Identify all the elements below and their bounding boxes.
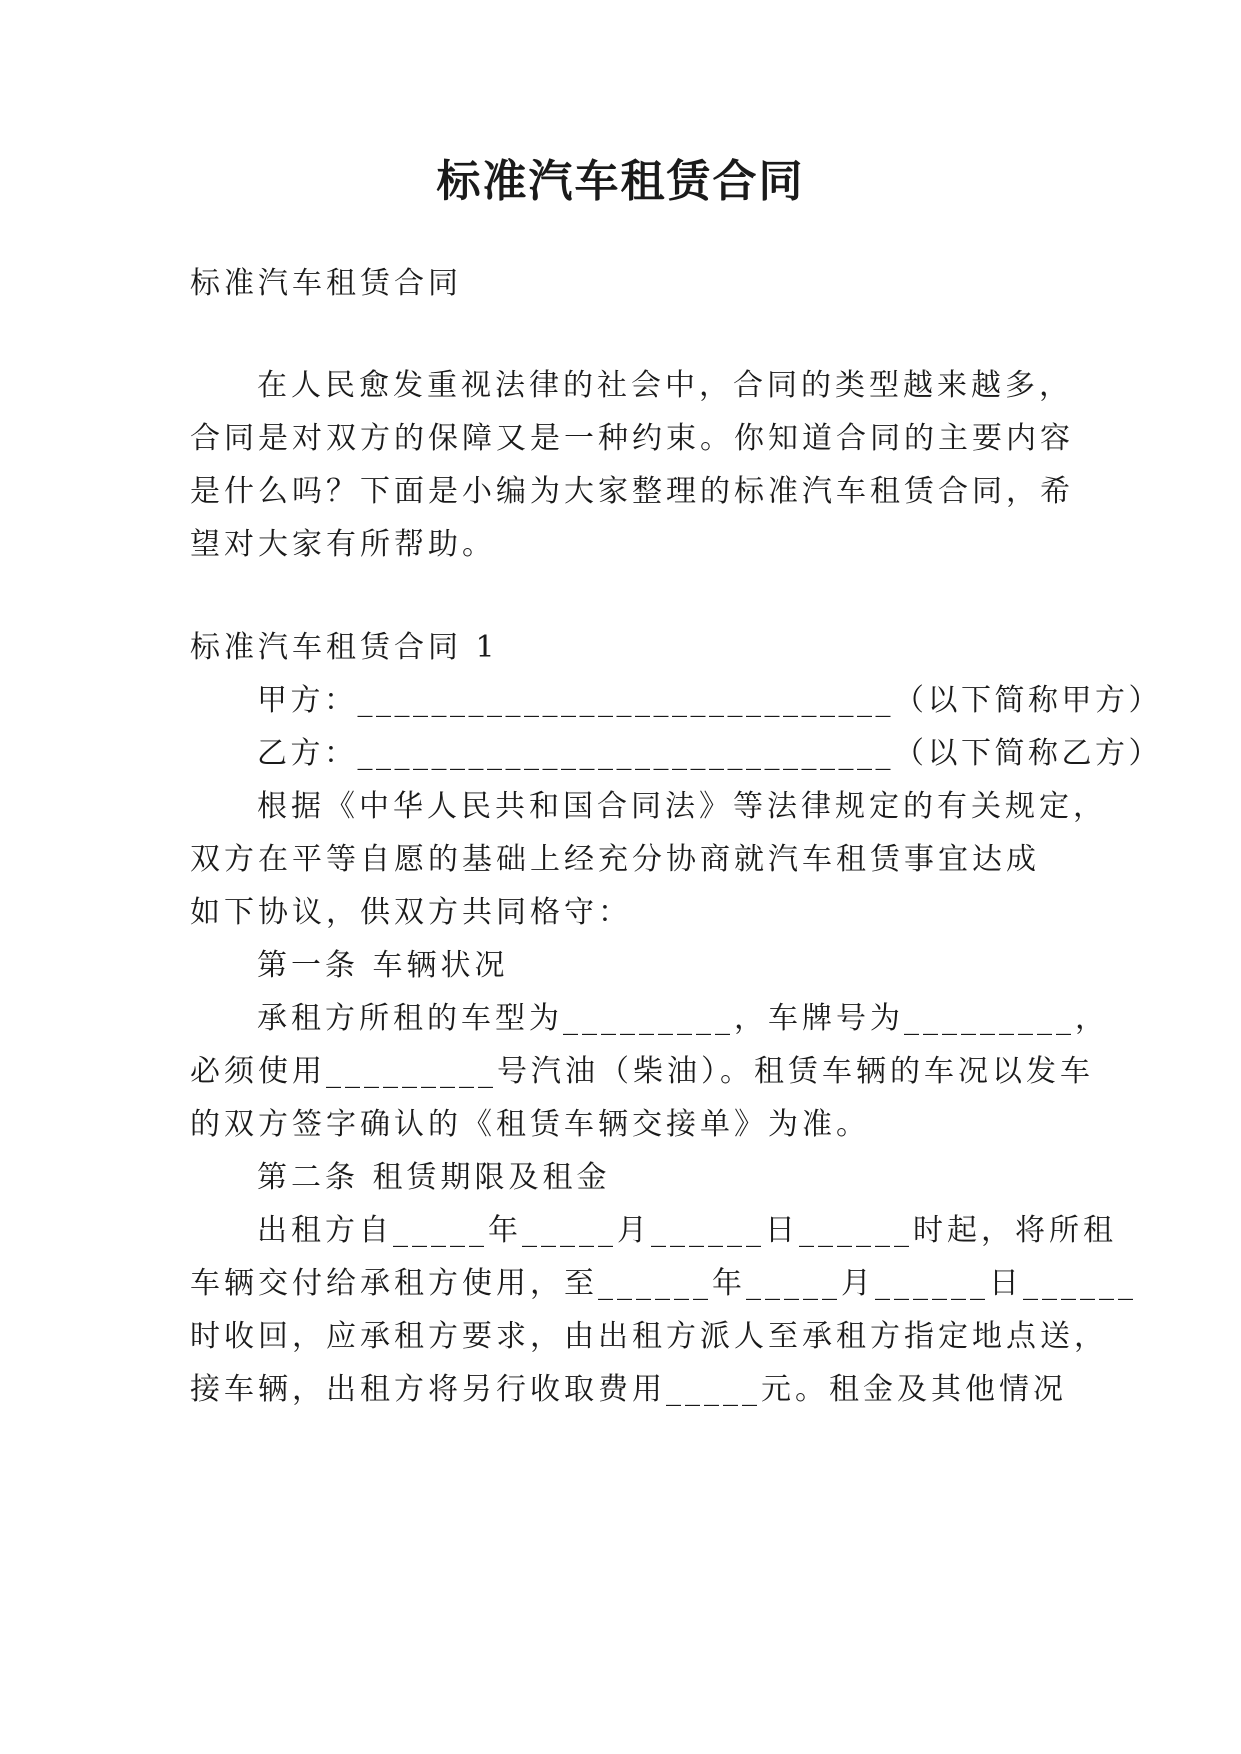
article-2-line-2: 车辆交付给承租方使用，至______年_____月______日______ (190, 1266, 1137, 1301)
article-1-line-3: 的双方签字确认的《租赁车辆交接单》为准。 (190, 1107, 870, 1142)
preamble-line-3: 如下协议，供双方共同格守： (190, 895, 632, 930)
intro-line-3: 是什么吗？下面是小编为大家整理的标准汽车租赁合同，希 (190, 474, 1074, 509)
document-title: 标准汽车租赁合同 (436, 156, 805, 207)
party-b-line: 乙方：_____________________________（以下简称乙方） (257, 736, 1162, 771)
article-2-line-3: 时收回，应承租方要求，由出租方派人至承租方指定地点送， (190, 1319, 1108, 1354)
party-a-line: 甲方：_____________________________（以下简称甲方） (257, 683, 1162, 718)
article-1-line-2: 必须使用_________号汽油（柴油）。租赁车辆的车况以发车 (190, 1054, 1094, 1089)
section-heading: 标准汽车租赁合同 1 (190, 630, 499, 665)
article-2-heading: 第二条 租赁期限及租金 (257, 1160, 611, 1195)
intro-line-1: 在人民愈发重视法律的社会中，合同的类型越来越多， (257, 368, 1073, 403)
intro-line-4: 望对大家有所帮助。 (190, 527, 496, 562)
article-2-line-1: 出租方自_____年_____月______日______时起，将所租 (257, 1213, 1117, 1248)
preamble-line-1: 根据《中华人民共和国合同法》等法律规定的有关规定， (257, 789, 1107, 824)
article-1-heading: 第一条 车辆状况 (257, 948, 509, 983)
subtitle-line: 标准汽车租赁合同 (190, 266, 462, 301)
article-2-line-4: 接车辆，出租方将另行收取费用_____元。租金及其他情况 (190, 1372, 1067, 1407)
preamble-line-2: 双方在平等自愿的基础上经充分协商就汽车租赁事宜达成 (190, 842, 1040, 877)
article-1-line-1: 承租方所租的车型为_________，车牌号为_________， (257, 1001, 1109, 1036)
intro-line-2: 合同是对双方的保障又是一种约束。你知道合同的主要内容 (190, 421, 1074, 456)
